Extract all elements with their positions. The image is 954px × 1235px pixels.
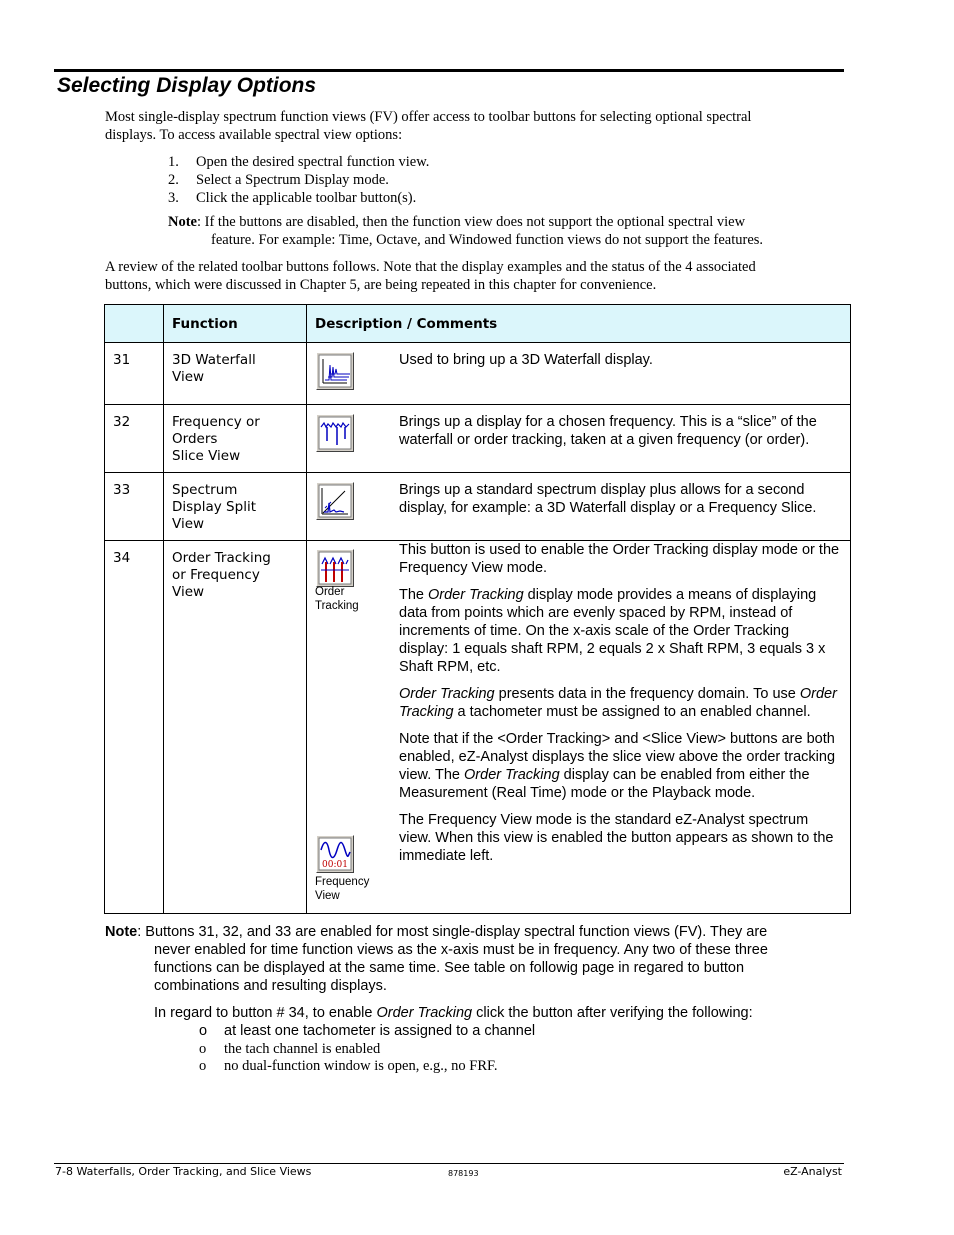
note-label: Note — [105, 924, 138, 940]
caption-line: View — [315, 890, 340, 902]
step-item — [168, 189, 429, 207]
table-row — [105, 541, 851, 914]
step-item — [168, 171, 429, 189]
slice-view-icon[interactable] — [316, 414, 354, 452]
description-paragraph: This button is used to enable the Order Tracking display mode or the Frequency View mode. — [399, 542, 840, 576]
table-row — [105, 343, 851, 405]
table-row — [105, 405, 851, 473]
function-line: View — [172, 369, 205, 385]
description-text: Brings up a standard spectrum display plus allows for a second display, for example: a 3D Waterfall display or a Frequency Slice. — [399, 482, 817, 516]
description-paragraph: Note that if the <Order Tracking> and <Slice View> buttons are both enabled, eZ-Analyst displays the slice view above the order tracking view. The Order Tracking display can be enabled from either the Measurement (Real Time) mode or the Playback mode. — [399, 731, 836, 801]
bullet-marker: o — [199, 1023, 208, 1039]
function-line: View — [172, 584, 205, 600]
step-item — [168, 153, 429, 171]
step-text: Open the desired spectral function view. — [196, 154, 430, 170]
frequency-icon-readout: 00:01 — [322, 860, 348, 870]
note-text: never enabled for time function views as the x-axis must be in frequency. Any two of these three — [154, 942, 768, 958]
bullet-marker: o — [199, 1040, 207, 1057]
heading-rule — [54, 69, 844, 72]
note-text: functions can be displayed at the same time. See table on followig page in regared to button — [154, 960, 745, 976]
row-description — [307, 541, 851, 914]
function-line: Order Tracking — [172, 550, 271, 566]
description-paragraph: The Order Tracking display mode provides a means of displaying data from points which are evenly spaced by RPM, instead of increments of time. On the x-axis scale of the Order Tracking display: 1 equals shaft RPM, 2 equals 2 x Shaft RPM, 3 equals 3 x Shaft RPM, etc. — [399, 587, 826, 675]
intro-paragraph — [105, 108, 751, 144]
list-item-text: the tach channel is enabled — [224, 1040, 381, 1057]
function-line: or Frequency — [172, 567, 260, 583]
header-description: Description / Comments — [307, 305, 851, 343]
review-line: A review of the related toolbar buttons follows. Note that the display examples and the status of the 4 associated — [105, 259, 756, 275]
caption-line: Order — [315, 586, 345, 598]
note-label: Note — [168, 214, 197, 230]
function-line: Spectrum — [172, 482, 238, 498]
row-description — [307, 473, 851, 541]
footer-left: 7-8 Waterfalls, Order Tracking, and Slice Views — [55, 1165, 312, 1178]
list-item — [199, 1040, 535, 1058]
list-item-text: at least one tachometer is assigned to a channel — [224, 1023, 536, 1039]
footer-center: 878193 — [448, 1169, 479, 1178]
note-text: feature. For example: Time, Octave, and Windowed function views do not support the features. — [211, 232, 764, 248]
function-line: Frequency or — [172, 414, 260, 430]
note-text: combinations and resulting displays. — [154, 978, 387, 994]
row-description — [307, 343, 851, 405]
step-number: 3. — [168, 190, 179, 206]
order-tracking-description — [399, 541, 850, 913]
order-tracking-caption — [315, 585, 359, 613]
toolbar-buttons-table — [104, 304, 851, 914]
step-text: Select a Spectrum Display mode. — [196, 172, 389, 188]
caption-line: Frequency — [315, 876, 370, 888]
header-number — [105, 305, 164, 343]
section-heading: Selecting Display Options — [57, 74, 317, 97]
row-function — [164, 541, 307, 914]
footer-rule — [54, 1163, 844, 1164]
step-number: 1. — [168, 154, 179, 170]
review-line: buttons, which were discussed in Chapter 5, are being repeated in this chapter for convenience. — [105, 277, 657, 293]
row-description — [307, 405, 851, 473]
order-tracking-requirements: In regard to button # 34, to enable Order Tracking click the button after verifying the following: — [154, 1005, 753, 1021]
function-line: Slice View — [172, 448, 241, 464]
steps-list — [168, 153, 429, 207]
list-item-text: no dual-function window is open, e.g., no FRF. — [224, 1058, 498, 1074]
intro-line: displays. To access available spectral view options: — [105, 127, 403, 143]
disabled-buttons-note — [168, 213, 763, 249]
description-paragraph: Order Tracking presents data in the frequency domain. To use Order Tracking a tachometer must be assigned to an enabled channel. — [399, 686, 837, 720]
function-line: 3D Waterfall — [172, 352, 256, 368]
row-function — [164, 405, 307, 473]
footer-right: eZ-Analyst — [783, 1165, 842, 1178]
row-number: 32 — [105, 405, 164, 473]
function-line: Display Split — [172, 499, 256, 515]
row-number: 33 — [105, 473, 164, 541]
table-row — [105, 473, 851, 541]
function-line: Orders — [172, 431, 218, 447]
buttons-note — [105, 923, 768, 995]
row-number: 34 — [105, 541, 164, 914]
description-text: Brings up a display for a chosen frequency. This is a “slice” of the waterfall or order tracking, taken at a given frequency (or order). — [399, 414, 817, 448]
review-paragraph — [105, 258, 756, 294]
frequency-view-caption — [315, 875, 369, 903]
order-tracking-icon[interactable] — [316, 549, 354, 587]
row-number: 31 — [105, 343, 164, 405]
requirements-list — [199, 1022, 535, 1075]
list-item — [199, 1022, 535, 1040]
caption-line: Tracking — [315, 600, 359, 612]
row-function — [164, 343, 307, 405]
function-line: View — [172, 516, 205, 532]
note-text: : If the buttons are disabled, then the function view does not support the optional spectral view — [197, 214, 746, 230]
note-text: : Buttons 31, 32, and 33 are enabled for most single-display spectral function views (FV). They are — [137, 924, 768, 940]
intro-line: Most single-display spectrum function views (FV) offer access to toolbar buttons for selecting optional spectral — [105, 109, 752, 125]
list-item — [199, 1057, 535, 1075]
waterfall-3d-icon[interactable] — [316, 352, 354, 390]
step-number: 2. — [168, 172, 179, 188]
split-view-icon[interactable] — [316, 482, 354, 520]
header-function: Function — [164, 305, 307, 343]
table-header-row — [105, 305, 851, 343]
description-text: Used to bring up a 3D Waterfall display. — [399, 352, 653, 368]
description-paragraph: The Frequency View mode is the standard eZ-Analyst spectrum view. When this view is enabled the button appears as shown to the immediate left. — [399, 812, 834, 864]
step-text: Click the applicable toolbar button(s). — [196, 190, 417, 206]
row-function — [164, 473, 307, 541]
frequency-view-icon[interactable] — [316, 835, 354, 873]
bullet-marker: o — [199, 1058, 207, 1074]
